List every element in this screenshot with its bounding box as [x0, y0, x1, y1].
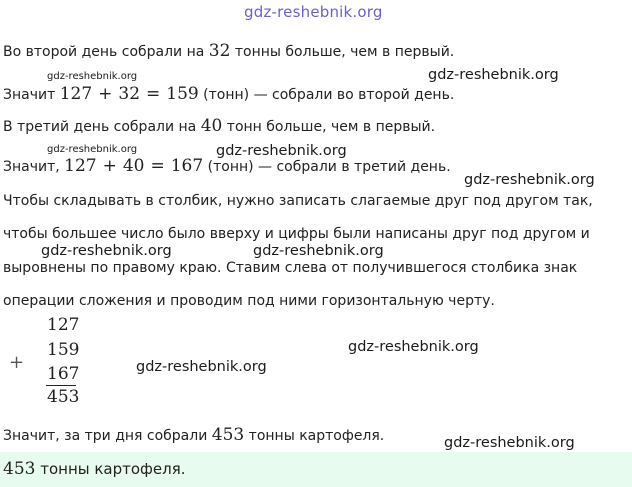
- text-segment: (тонн) — собрали во второй день.: [198, 87, 455, 103]
- equals-sign: =: [150, 156, 165, 176]
- addend-2: 159: [47, 340, 80, 360]
- plus-sign: +: [9, 352, 25, 373]
- watermark: gdz-reshebnik.org: [253, 243, 384, 259]
- text-segment: В третий день собрали на: [3, 119, 201, 135]
- watermark: gdz-reshebnik.org: [428, 67, 559, 83]
- equation-day-three: [3, 157, 451, 176]
- number: 40: [200, 116, 223, 136]
- answer-text: [3, 459, 185, 479]
- text-segment: Значит,: [3, 159, 65, 175]
- text-segment: Значит: [3, 87, 60, 103]
- plus-sign: +: [102, 156, 117, 176]
- watermark: gdz-reshebnik.org: [47, 144, 138, 155]
- addend-1: 127: [47, 315, 80, 335]
- sum: 453: [47, 387, 80, 407]
- number: 127: [64, 156, 97, 176]
- sum-line: [46, 385, 76, 386]
- number: 32: [208, 41, 231, 61]
- explanation-line-4: операции сложения и проводим под ними горизонтальную черту.: [3, 293, 495, 309]
- watermark: gdz-reshebnik.org: [348, 339, 479, 355]
- number: 40: [122, 156, 145, 176]
- plus-sign: +: [98, 84, 113, 104]
- explanation-line-2: чтобы большее число было вверху и цифры были написаны друг под другом и: [3, 226, 590, 242]
- addend-3: 167: [47, 364, 80, 384]
- text-segment: тонны картофеля.: [35, 460, 186, 478]
- text-segment: тонны больше, чем в первый.: [230, 44, 455, 60]
- watermark: gdz-reshebnik.org: [464, 172, 595, 188]
- number: 127: [59, 84, 93, 104]
- text-segment: (тонн) — собрали в третий день.: [203, 159, 451, 175]
- watermark-top: gdz-reshebnik.org: [244, 3, 383, 21]
- paragraph-day-three: [3, 117, 435, 136]
- text-segment: Значит, за три дня собрали: [3, 428, 212, 444]
- text-segment: Во второй день собрали на: [3, 44, 209, 60]
- conclusion: [3, 426, 384, 445]
- equals-sign: =: [146, 84, 161, 104]
- watermark: gdz-reshebnik.org: [216, 143, 347, 159]
- watermark: gdz-reshebnik.org: [47, 71, 138, 82]
- watermark: gdz-reshebnik.org: [136, 359, 267, 375]
- number: 167: [170, 156, 204, 176]
- number: 453: [3, 459, 36, 479]
- watermark: gdz-reshebnik.org: [444, 435, 575, 451]
- number: 453: [211, 425, 245, 445]
- equation-day-two: [3, 85, 454, 104]
- text-segment: тонны картофеля.: [244, 428, 385, 444]
- number: 159: [166, 84, 199, 104]
- text-segment: тонн больше, чем в первый.: [222, 119, 436, 135]
- number: 32: [118, 84, 141, 104]
- explanation-line-3: выровнены по правому краю. Ставим слева от получившегося столбика знак: [3, 260, 578, 276]
- watermark: gdz-reshebnik.org: [41, 243, 172, 259]
- paragraph-day-two: [3, 42, 454, 61]
- explanation-line-1: Чтобы складывать в столбик, нужно записать слагаемые друг под другом так,: [3, 193, 593, 209]
